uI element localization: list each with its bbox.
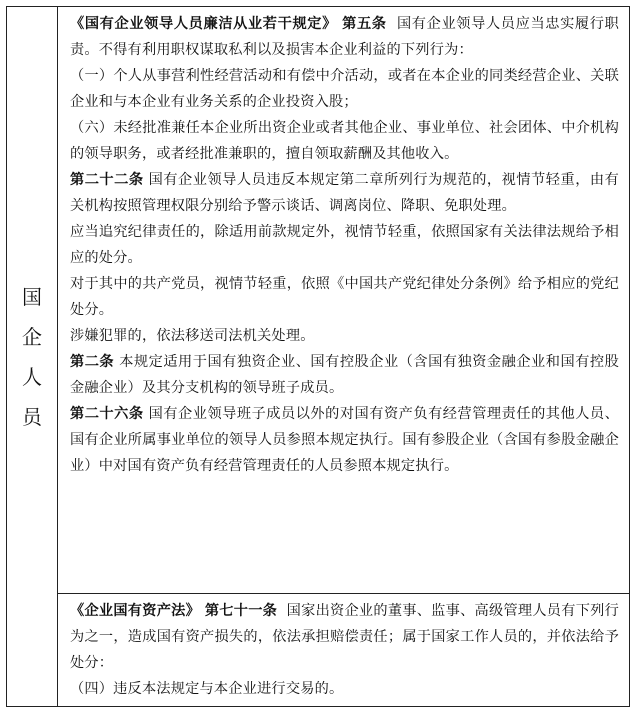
label-char: 人 [22,364,42,389]
table-row [7,7,630,594]
paragraph: 应当追究纪律责任的，除适用前款规定外，视情节轻重，依照国家有关法律法规给予相应的处分。 [70,224,619,266]
list-item: （一）个人从事营利性经营活动和有偿中介活动，或者在本企业的同类经营企业、关联企业和与本企业有业务关系的企业投资入股； [70,68,619,110]
paragraph: 对于其中的共产党员，视情节轻重，依照《中国共产党纪律处分条例》给予相应的党纪处分。 [70,276,619,318]
list-item: （六）未经批准兼任本企业所出资企业或者其他企业、事业单位、社会团体、中介机构的领导职务，或者经批准兼职的，擅自领取薪酬及其他收入。 [70,120,619,162]
regulation-table [6,6,630,707]
article22-paragraph [70,167,619,219]
article-heading: 第二条 [70,354,115,370]
article2-paragraph [70,349,619,401]
article-heading: 第二十二条 [70,172,144,188]
article71-paragraph [70,598,619,676]
law-title: 《企业国有资产法》 [70,603,201,619]
document-table-wrapper [6,6,630,696]
table-row [7,594,630,707]
list-item: （四）违反本法规定与本企业进行交易的。 [70,681,344,697]
label-char: 企 [22,324,42,349]
article26-paragraph [70,401,619,479]
law-title: 《国有企业领导人员廉洁从业若干规定》 [70,16,337,32]
article-text: 本规定适用于国有独资企业、国有控股企业（含国有独资金融企业和国有控股金融企业）及其分支机构的领导班子成员。 [70,354,619,396]
article-heading: 第二十六条 [70,406,144,422]
section2-content-cell [58,594,630,707]
article-text: 国有企业领导班子成员以外的对国有资产负有经营管理责任的其他人员、国有企业所属事业单位的领导人员参照本规定执行。国有参股企业（含国有参股金融企业）中对国有资产负有经营管理责任的人员参照本规定执行。 [70,406,620,474]
article-heading: 第七十一条 [204,603,278,619]
paragraph: 涉嫌犯罪的，依法移送司法机关处理。 [70,328,315,344]
article-text: 国有企业领导人员应当忠实履行职责。不得有利用职权谋取私利以及损害本企业利益的下列行为： [70,16,619,58]
section1-content-cell [58,7,630,594]
category-label-cell [7,7,58,707]
label-char: 员 [22,404,42,429]
article-text: 国有企业领导人员违反本规定第二章所列行为规范的，视情节轻重，由有关机构按照管理权限分别给予警示谈话、调离岗位、降职、免职处理。 [70,172,620,214]
article5-paragraph [70,11,619,63]
article-text: 国家出资企业的董事、监事、高级管理人员有下列行为之一，造成国有资产损失的，依法承担赔偿责任；属于国家工作人员的，并依法给予处分： [70,603,619,671]
article-heading: 第五条 [342,16,387,32]
label-char: 国 [22,284,42,309]
